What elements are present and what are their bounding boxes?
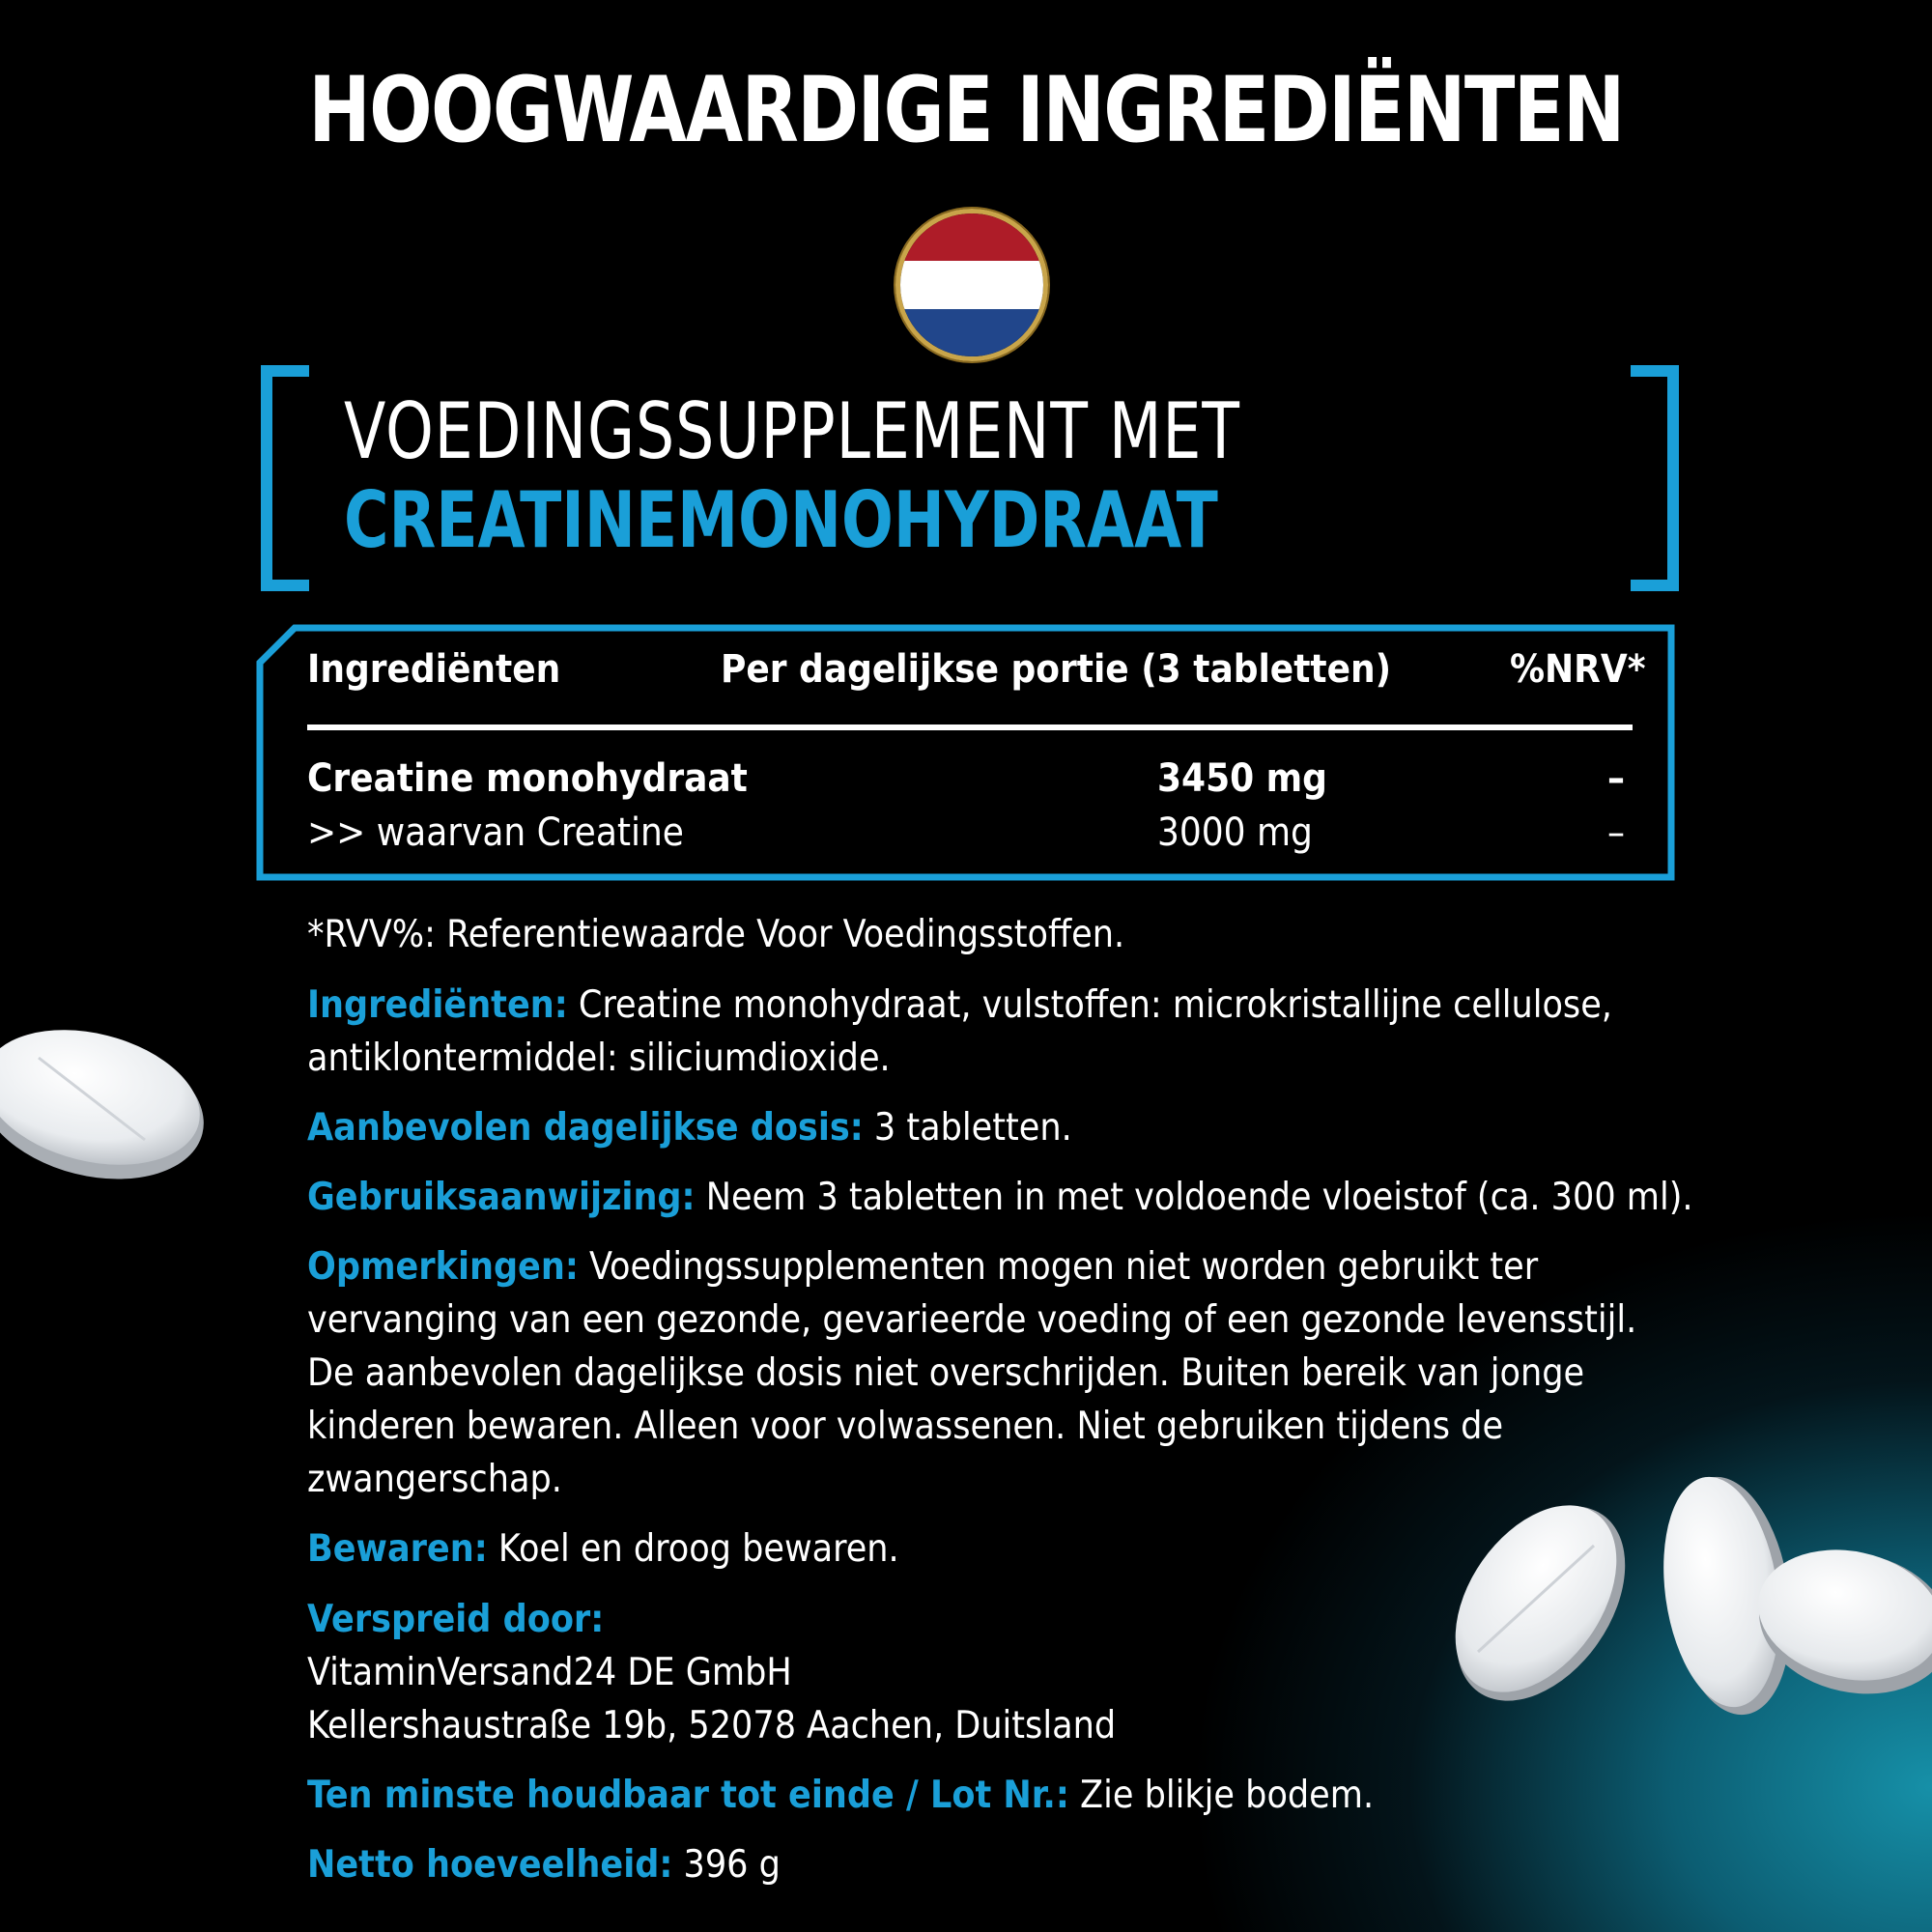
table-header-ingredients: Ingrediënten — [307, 647, 561, 692]
net-quantity-section — [307, 1838, 1660, 1891]
distributor-company: VitaminVersand24 DE GmbH — [307, 1651, 792, 1694]
subtitle-line1: VOEDINGSSUPPLEMENT MET — [344, 386, 1240, 476]
netherlands-flag-icon — [895, 209, 1048, 361]
ingredients-section — [307, 979, 1660, 1085]
table-row-name: >> waarvan Creatine — [307, 810, 684, 855]
storage-label: Bewaren: — [307, 1527, 488, 1571]
usage-text: Neem 3 tabletten in met voldoende vloeistof (ca. 300 ml). — [695, 1176, 1693, 1219]
table-row-amount: 3000 mg — [1157, 810, 1313, 855]
usage-label: Gebruiksaanwijzing: — [307, 1176, 696, 1219]
ingredients-text: Creatine monohydraat, vulstoffen: microkristallijne cellulose, antiklontermiddel: siliciumdioxide. — [307, 983, 1612, 1080]
tablet-group-image — [1439, 1459, 1932, 1739]
storage-text: Koel en droog bewaren. — [487, 1527, 899, 1571]
net-quantity-text: 396 g — [672, 1843, 781, 1887]
dosage-label: Aanbevolen dagelijkse dosis: — [307, 1106, 864, 1150]
net-quantity-label: Netto hoeveelheid: — [307, 1843, 673, 1887]
best-before-label: Ten minste houdbaar tot einde / Lot Nr.: — [307, 1774, 1069, 1817]
dosage-text: 3 tabletten. — [863, 1106, 1072, 1150]
left-bracket-decoration — [261, 365, 309, 591]
table-header-portion: Per dagelijkse portie (3 tabletten) — [721, 647, 1392, 692]
dosage-section — [307, 1101, 1660, 1154]
subtitle-line2: CREATINEMONOHYDRAAT — [344, 475, 1218, 565]
footnote: *RVV%: Referentiewaarde Voor Voedingsstoffen. — [307, 913, 1125, 956]
ingredients-label: Ingrediënten: — [307, 983, 568, 1027]
tablet-image — [0, 1005, 222, 1198]
table-row-nrv: – — [1607, 810, 1625, 855]
page-title: HOOGWAARDIGE INGREDIËNTEN — [308, 58, 1624, 163]
distributor-label: Verspreid door: — [307, 1598, 605, 1641]
best-before-text: Zie blikje bodem. — [1068, 1774, 1375, 1817]
right-bracket-decoration — [1631, 365, 1679, 591]
remarks-text: Voedingssupplementen mogen niet worden gebruikt ter vervanging van een gezonde, gevarieerde voeding of een gezonde levensstijl. De aanbevolen dagelijkse dosis niet overschrijden. Buiten bereik van jonge kinderen bewaren. Alleen voor volwassenen. Niet gebruiken tijdens de zwangerschap. — [307, 1245, 1637, 1501]
remarks-label: Opmerkingen: — [307, 1245, 579, 1289]
table-row-name: Creatine monohydraat — [307, 756, 748, 801]
table-row-nrv: – — [1607, 756, 1625, 801]
table-row-amount: 3450 mg — [1157, 756, 1327, 801]
distributor-address: Kellershaustraße 19b, 52078 Aachen, Duitsland — [307, 1704, 1117, 1747]
best-before-section — [307, 1769, 1660, 1822]
table-divider — [307, 724, 1633, 730]
table-header-nrv: %NRV* — [1510, 647, 1646, 692]
usage-section — [307, 1171, 1698, 1224]
